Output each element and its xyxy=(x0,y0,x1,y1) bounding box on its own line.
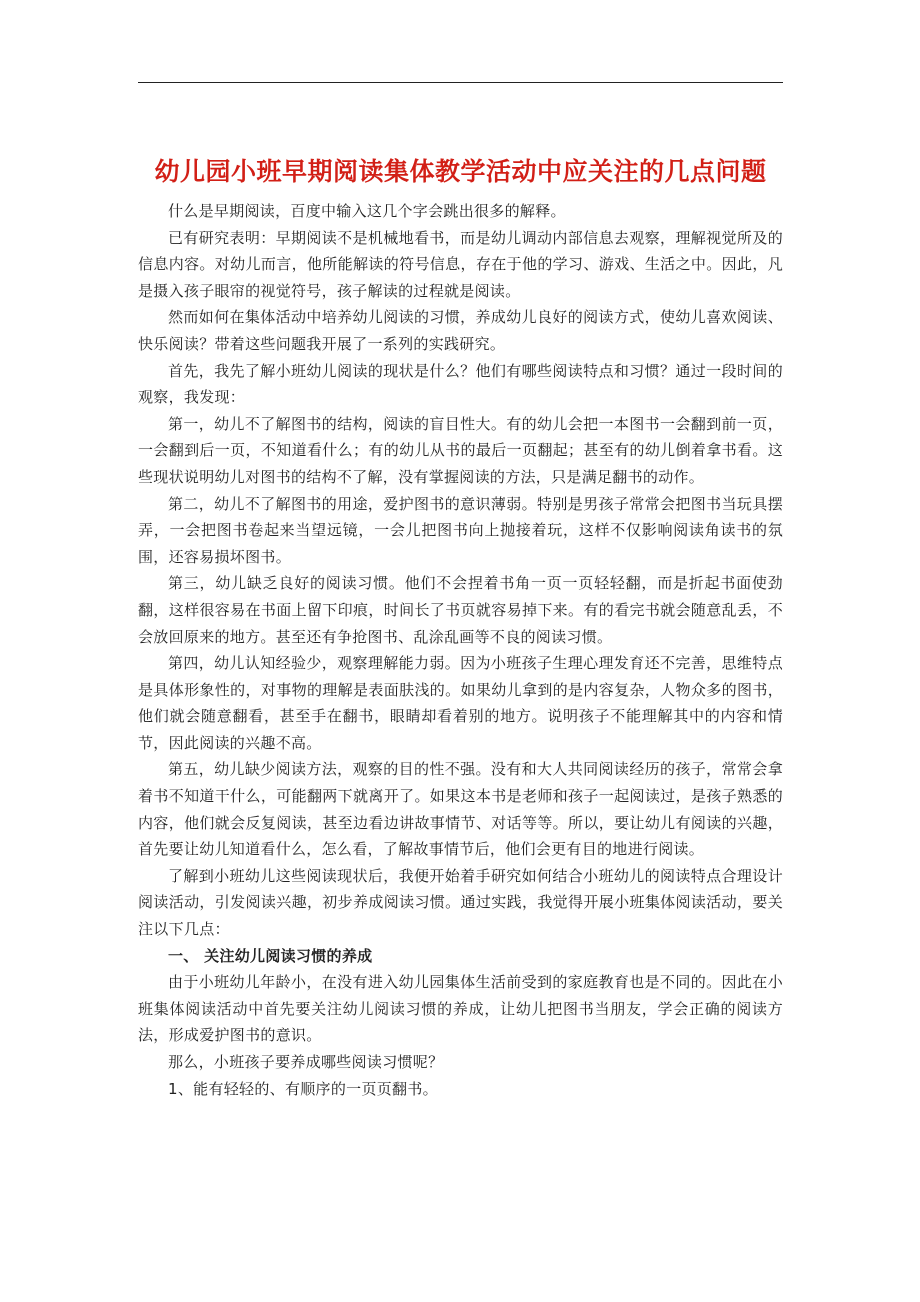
paragraph: 然而如何在集体活动中培养幼儿阅读的习惯，养成幼儿良好的阅读方式，使幼儿喜欢阅读、快乐阅读？带着这些问题我开展了一系列的实践研究。 xyxy=(138,308,783,353)
paragraph: 第四，幼儿认知经验少，观察理解能力弱。因为小班孩子生理心理发育还不完善，思维特点是具体形象性的，对事物的理解是表面肤浅的。如果幼儿拿到的是内容复杂，人物众多的图书，他们就会随意翻看，甚至手在翻书，眼睛却看着别的地方。说明孩子不能理解其中的内容和情节，因此阅读的兴趣不高。 xyxy=(138,654,783,752)
paragraph: 第一，幼儿不了解图书的结构，阅读的盲目性大。有的幼儿会把一本图书一会翻到前一页，一会翻到后一页，不知道看什么；有的幼儿从书的最后一页翻起；甚至有的幼儿倒着拿书看。这些现状说明幼儿对图书的结构不了解，没有掌握阅读的方法，只是满足翻书的动作。 xyxy=(138,414,783,486)
document-title: 幼儿园小班早期阅读集体教学活动中应关注的几点问题 xyxy=(154,157,767,186)
paragraph: 了解到小班幼儿这些阅读现状后，我便开始着手研究如何结合小班幼儿的阅读特点合理设计阅读活动，引发阅读兴趣，初步养成阅读习惯。通过实践，我觉得开展小班集体阅读活动，要关注以下几点： xyxy=(138,866,783,939)
section-heading: 一、 关注幼儿阅读习惯的养成 xyxy=(168,946,373,965)
document-body xyxy=(138,198,783,1102)
paragraph: 第三，幼儿缺乏良好的阅读习惯。他们不会捏着书角一页一页轻轻翻，而是折起书面使劲翻，这样很容易在书面上留下印痕，时间长了书页就容易掉下来。有的看完书就会随意乱丢，不会放回原来的地方。甚至还有争抢图书、乱涂乱画等不良的阅读习惯。 xyxy=(138,574,783,646)
list-item: 1、能有轻轻的、有顺序的一页页翻书。 xyxy=(168,1079,438,1098)
header-rule xyxy=(138,82,783,83)
paragraph: 什么是早期阅读，百度中输入这几个字会跳出很多的解释。 xyxy=(168,202,566,220)
paragraph: 第二，幼儿不了解图书的用途，爱护图书的意识薄弱。特别是男孩子常常会把图书当玩具摆弄，一会把图书卷起来当望远镜，一会儿把图书向上抛接着玩，这样不仅影响阅读角读书的氛围，还容易损坏图书。 xyxy=(138,494,783,566)
paragraph: 首先，我先了解小班幼儿阅读的现状是什么？他们有哪些阅读特点和习惯？通过一段时间的观察，我发现： xyxy=(138,361,783,407)
paragraph: 由于小班幼儿年龄小，在没有进入幼儿园集体生活前受到的家庭教育也是不同的。因此在小班集体阅读活动中首先要关注幼儿阅读习惯的养成，让幼儿把图书当朋友，学会正确的阅读方法，形成爱护图书的意识。 xyxy=(138,973,783,1045)
paragraph: 那么，小班孩子要养成哪些阅读习惯呢？ xyxy=(168,1053,444,1071)
paragraph: 第五，幼儿缺少阅读方法，观察的目的性不强。没有和大人共同阅读经历的孩子，常常会拿着书不知道干什么，可能翻两下就离开了。如果这本书是老师和孩子一起阅读过，是孩子熟悉的内容，他们就会反复阅读，甚至边看边讲故事情节、对话等等。所以，要让幼儿有阅读的兴趣，首先要让幼儿知道看什么，怎么看，了解故事情节后，他们会更有目的地进行阅读。 xyxy=(138,760,783,859)
paragraph: 已有研究表明：早期阅读不是机械地看书，而是幼儿调动内部信息去观察，理解视觉所及的信息内容。对幼儿而言，他所能解读的符号信息，存在于他的学习、游戏、生活之中。因此，凡是摄入孩子眼帘的视觉符号，孩子解读的过程就是阅读。 xyxy=(138,228,783,300)
